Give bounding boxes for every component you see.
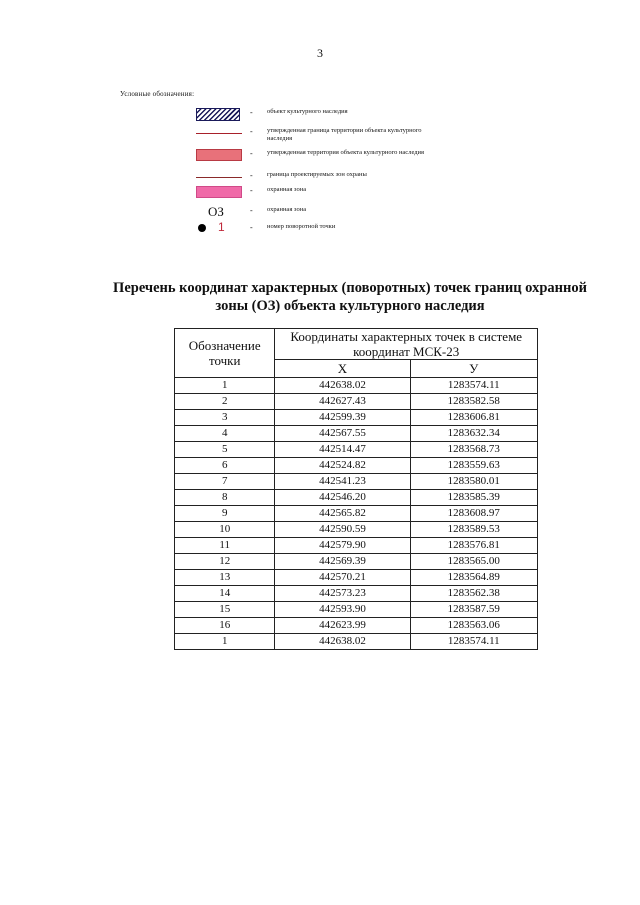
cell-point: 4 bbox=[175, 426, 275, 442]
cell-y: 1283632.34 bbox=[410, 426, 537, 442]
table-row bbox=[175, 506, 538, 522]
cell-y: 1283574.11 bbox=[410, 378, 537, 394]
thin-line-icon bbox=[196, 177, 242, 178]
cell-x: 442579.90 bbox=[275, 538, 410, 554]
legend-text: утвержденная территория объекта культурного наследия bbox=[267, 149, 425, 156]
cell-y: 1283574.11 bbox=[410, 634, 537, 650]
point-number-label: 1 bbox=[218, 220, 225, 234]
coordinates-table bbox=[174, 328, 538, 650]
cell-y: 1283587.59 bbox=[410, 602, 537, 618]
legend-item-approved-boundary bbox=[186, 127, 446, 143]
cell-x: 442593.90 bbox=[275, 602, 410, 618]
legend-item-heritage-object bbox=[186, 108, 446, 124]
cell-point: 8 bbox=[175, 490, 275, 506]
table-row bbox=[175, 490, 538, 506]
cell-y: 1283562.38 bbox=[410, 586, 537, 602]
cell-y: 1283563.06 bbox=[410, 618, 537, 634]
table-row bbox=[175, 554, 538, 570]
cell-y: 1283606.81 bbox=[410, 410, 537, 426]
red-line-icon bbox=[196, 133, 242, 134]
cell-y: 1283608.97 bbox=[410, 506, 537, 522]
table-row bbox=[175, 394, 538, 410]
cell-point: 11 bbox=[175, 538, 275, 554]
legend-dash: - bbox=[250, 149, 253, 158]
hatched-rect-icon bbox=[196, 108, 240, 121]
table-row bbox=[175, 570, 538, 586]
table-row bbox=[175, 378, 538, 394]
legend-item-projected-boundary bbox=[186, 171, 446, 187]
header-x: X bbox=[275, 360, 410, 378]
cell-point: 15 bbox=[175, 602, 275, 618]
cell-y: 1283582.58 bbox=[410, 394, 537, 410]
cell-x: 442567.55 bbox=[275, 426, 410, 442]
cell-point: 3 bbox=[175, 410, 275, 426]
cell-point: 5 bbox=[175, 442, 275, 458]
legend-text: граница проектируемых зон охраны bbox=[267, 171, 367, 178]
table-row bbox=[175, 634, 538, 650]
cell-x: 442573.23 bbox=[275, 586, 410, 602]
cell-y: 1283568.73 bbox=[410, 442, 537, 458]
cell-x: 442627.43 bbox=[275, 394, 410, 410]
page-number: 3 bbox=[317, 46, 323, 60]
legend-text: номер поворотной точки bbox=[267, 223, 336, 230]
table-row bbox=[175, 618, 538, 634]
table-row bbox=[175, 602, 538, 618]
cell-point: 2 bbox=[175, 394, 275, 410]
legend-dash: - bbox=[250, 171, 253, 180]
table-row bbox=[175, 538, 538, 554]
cell-y: 1283580.01 bbox=[410, 474, 537, 490]
cell-point: 9 bbox=[175, 506, 275, 522]
cell-y: 1283559.63 bbox=[410, 458, 537, 474]
table-row bbox=[175, 426, 538, 442]
cell-x: 442590.59 bbox=[275, 522, 410, 538]
cell-x: 442565.82 bbox=[275, 506, 410, 522]
header-y: У bbox=[410, 360, 537, 378]
cell-x: 442638.02 bbox=[275, 378, 410, 394]
cell-x: 442599.39 bbox=[275, 410, 410, 426]
cell-x: 442541.23 bbox=[275, 474, 410, 490]
cell-y: 1283585.39 bbox=[410, 490, 537, 506]
cell-x: 442514.47 bbox=[275, 442, 410, 458]
pink-fill-icon bbox=[196, 186, 242, 198]
oz-label-icon: ОЗ bbox=[208, 204, 224, 219]
legend-text: охранная зона bbox=[267, 186, 307, 193]
cell-point: 13 bbox=[175, 570, 275, 586]
legend-dash: - bbox=[250, 108, 253, 117]
cell-x: 442524.82 bbox=[275, 458, 410, 474]
cell-x: 442570.21 bbox=[275, 570, 410, 586]
legend-item-protection-zone bbox=[186, 186, 446, 202]
cell-y: 1283589.53 bbox=[410, 522, 537, 538]
document-title: Перечень координат характерных (поворотных) точек границ охранной зоны (ОЗ) объекта культурного наследия bbox=[113, 280, 587, 314]
header-coordinate-system: Координаты характерных точек в системе координат МСК-23 bbox=[275, 329, 538, 360]
legend-dash: - bbox=[250, 186, 253, 195]
legend-title: Условные обозначения: bbox=[120, 90, 195, 98]
table-row bbox=[175, 410, 538, 426]
legend-text: объект культурного наследия bbox=[267, 108, 348, 115]
table-body bbox=[175, 378, 538, 650]
cell-x: 442546.20 bbox=[275, 490, 410, 506]
cell-point: 6 bbox=[175, 458, 275, 474]
table-row bbox=[175, 458, 538, 474]
cell-point: 1 bbox=[175, 378, 275, 394]
table-row bbox=[175, 442, 538, 458]
cell-x: 442623.99 bbox=[275, 618, 410, 634]
cell-point: 10 bbox=[175, 522, 275, 538]
legend-text: охранная зона bbox=[267, 206, 307, 213]
legend-dash: - bbox=[250, 127, 253, 136]
header-point: Обозначение точки bbox=[175, 329, 275, 378]
cell-point: 1 bbox=[175, 634, 275, 650]
legend-dash: - bbox=[250, 223, 253, 232]
cell-y: 1283576.81 bbox=[410, 538, 537, 554]
cell-point: 16 bbox=[175, 618, 275, 634]
table-row bbox=[175, 474, 538, 490]
legend-text: утвержденная граница территории объекта культурного наследия bbox=[267, 127, 422, 142]
table-row bbox=[175, 586, 538, 602]
cell-x: 442638.02 bbox=[275, 634, 410, 650]
point-dot-icon bbox=[198, 224, 206, 232]
legend-item-approved-territory bbox=[186, 149, 446, 165]
red-fill-icon bbox=[196, 149, 242, 161]
legend-item-turning-point bbox=[186, 220, 446, 239]
cell-x: 442569.39 bbox=[275, 554, 410, 570]
legend-dash: - bbox=[250, 206, 253, 215]
point-marker-icon bbox=[198, 220, 238, 234]
cell-point: 7 bbox=[175, 474, 275, 490]
cell-y: 1283565.00 bbox=[410, 554, 537, 570]
cell-point: 14 bbox=[175, 586, 275, 602]
table-row bbox=[175, 522, 538, 538]
cell-y: 1283564.89 bbox=[410, 570, 537, 586]
cell-point: 12 bbox=[175, 554, 275, 570]
